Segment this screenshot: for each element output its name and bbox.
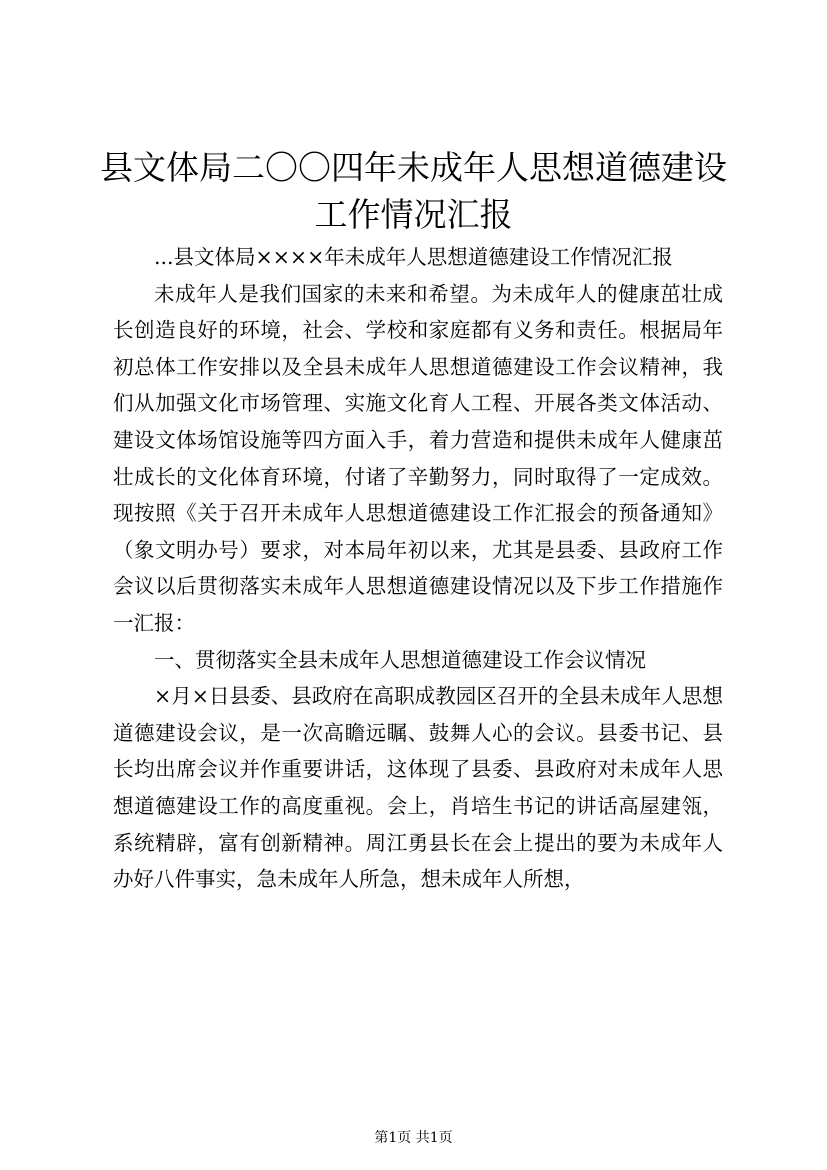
section-heading-1: 一、贯彻落实全县未成年人思想道德建设工作会议情况 (154, 647, 646, 672)
document-body (113, 239, 723, 898)
paragraph-heading-line: ...县文体局××××年未成年人思想道德建设工作情况汇报 (154, 245, 673, 269)
paragraph-section-1: ×月×日县委、县政府在高职成教园区召开的全县未成年人思想道德建设会议，是一次高瞻远瞩、鼓舞人心的会议。县委书记、县长均出席会议并作重要讲话，这体现了县委、县政府对未成年人思想道德建设工作的高度重视。会上，肖培生书记的讲话高屋建瓴，系统精辟，富有创新精神。周江勇县长在会上提出的要为未成年人办好八件事实，急未成年人所急，想未成年人所想， (113, 684, 723, 892)
page-footer: 第1页 共1页 (374, 1130, 453, 1146)
paragraph-introduction: 未成年人是我们国家的未来和希望。为未成年人的健康茁壮成长创造良好的环境，社会、学校和家庭都有义务和责任。根据局年初总体工作安排以及全县未成年人思想道德建设工作会议精神，我们从加强文化市场管理、实施文化育人工程、开展各类文体活动、建设文体场馆设施等四方面入手，着力营造和提供未成年人健康茁壮成长的文化体育环境，付诸了辛勤努力，同时取得了一定成效。现按照《关于召开未成年人思想道德建设工作汇报会的预备通知》（象文明办号）要求，对本局年初以来，尤其是县委、县政府工作会议以后贯彻落实未成年人思想道德建设情况以及下步工作措施作一汇报： (113, 281, 723, 635)
document-title: 县文体局二〇〇四年未成年人思想道德建设工作情况汇报 (100, 148, 727, 234)
